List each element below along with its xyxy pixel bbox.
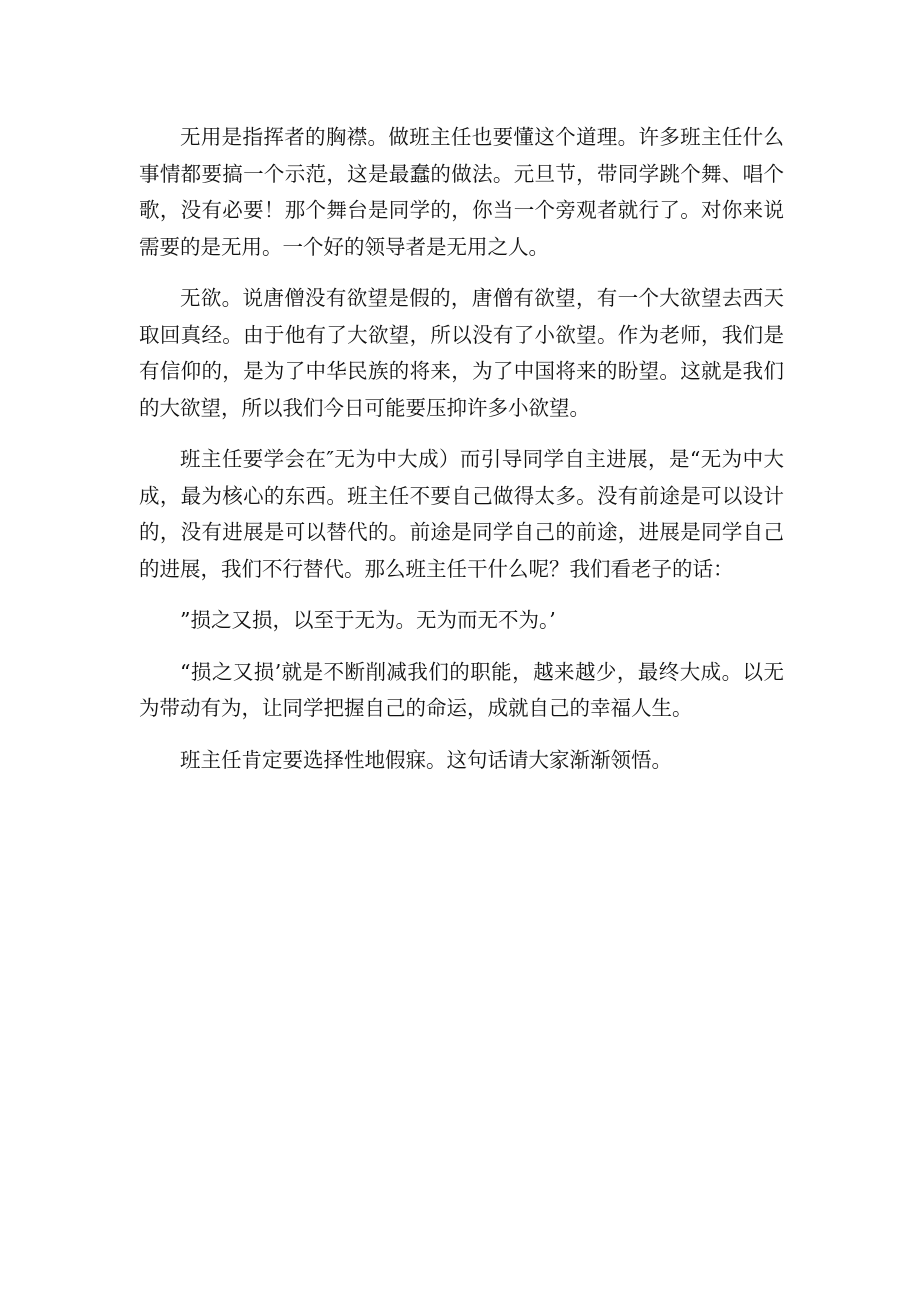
paragraph-wuwei-dacheng: 班主任要学会在″无为中大成）而引导同学自主进展，是“无为中大成，最为核心的东西。班主任不要自己做得太多。没有前途是可以设计的，没有进展是可以替代的。前途是同学自己的前途，进展是同学自己的进展，我们不行替代。那么班主任干什么呢？我们看老子的话：	[139, 447, 784, 581]
paragraph-wuyu: 无欲。说唐僧没有欲望是假的，唐僧有欲望，有一个大欲望去西天取回真经。由于他有了大欲望，所以没有了小欲望。作为老师，我们是有信仰的，是为了中华民族的将来，为了中国将来的盼望。这就是我们的大欲望，所以我们今日可能要压抑许多小欲望。	[139, 286, 784, 420]
paragraph-laozi-quote: ”损之又损，以至于无为。无为而无不为。’	[180, 608, 556, 632]
paragraph-wuyong: 无用是指挥者的胸襟。做班主任也要懂这个道理。许多班主任什么事情都要搞一个示范，这是最蠢的做法。元旦节，带同学跳个舞、唱个歌，没有必要！那个舞台是同学的，你当一个旁观者就行了。对你来说需要的是无用。一个好的领导者是无用之人。	[139, 125, 784, 259]
document-body	[139, 119, 784, 793]
paragraph-sun-zhi-you-sun: “损之又损’就是不断削减我们的职能，越来越少，最终大成。以无为带动有为，让同学把握自己的命运，成就自己的幸福人生。	[139, 659, 784, 720]
paragraph-jiamei: 班主任肯定要选择性地假寐。这句话请大家渐渐领悟。	[180, 747, 672, 772]
